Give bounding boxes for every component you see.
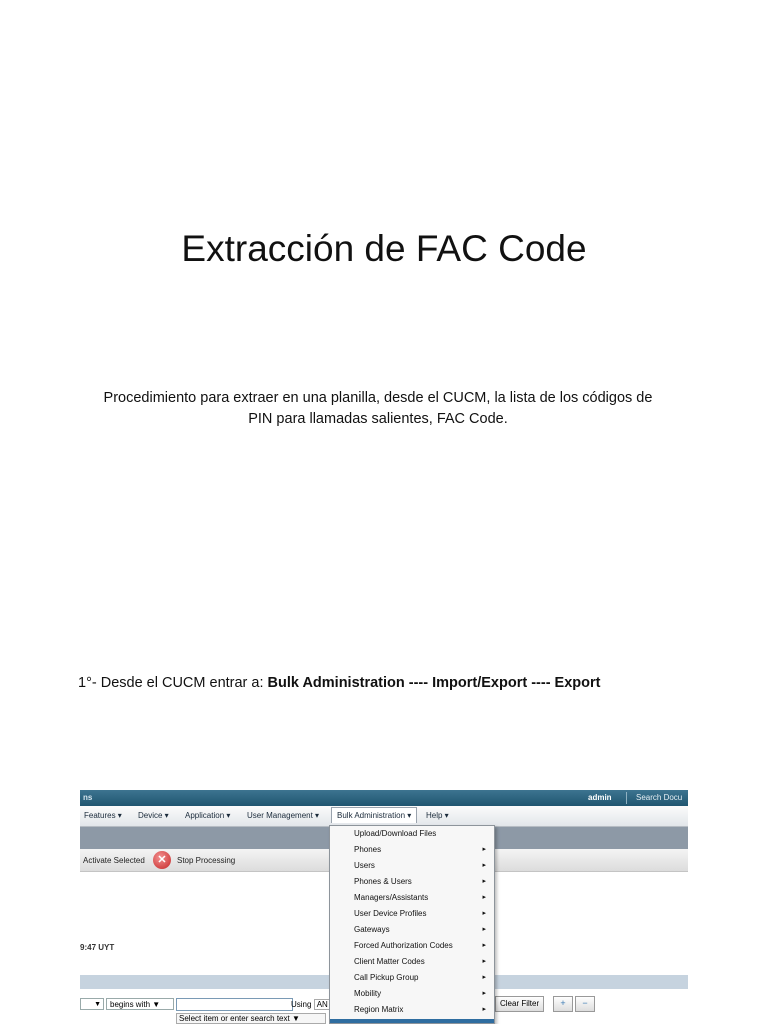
submenu-arrow-icon: ▸ xyxy=(482,910,486,917)
menu-item-managers-assistants[interactable] xyxy=(330,890,494,906)
menu-features[interactable]: Features ▾ xyxy=(84,811,122,820)
menu-bulk-administration[interactable]: Bulk Administration ▾ xyxy=(331,807,417,823)
menu-item-user-device-profiles[interactable] xyxy=(330,906,494,922)
bulk-admin-dropdown xyxy=(329,825,495,1024)
menu-item-label: Gateways xyxy=(354,925,390,934)
search-docs-link[interactable]: Search Docu xyxy=(636,793,683,802)
slide-subtitle: Procedimiento para extraer en una planilla, desde el CUCM, la lista de los códigos de PIN para llamadas salientes, FAC Code. xyxy=(103,390,653,427)
cucm-screenshot xyxy=(80,790,688,1024)
submenu-arrow-icon: ▸ xyxy=(482,878,486,885)
search-hint-select[interactable]: Select item or enter search text ▼ xyxy=(176,1013,326,1024)
add-filter-button[interactable]: + xyxy=(553,996,573,1012)
highlighted-item-bar xyxy=(330,1019,494,1023)
using-select[interactable]: AN xyxy=(314,999,331,1010)
menu-item-region-matrix[interactable] xyxy=(330,1002,494,1018)
user-name[interactable]: admin xyxy=(588,793,612,802)
submenu-arrow-icon: ▸ xyxy=(482,958,486,965)
menu-item-gateways[interactable] xyxy=(330,922,494,938)
submenu-arrow-icon: ▸ xyxy=(482,974,486,981)
menu-item-label: Managers/Assistants xyxy=(354,893,429,902)
step-prefix: 1°- Desde el CUCM entrar a: xyxy=(78,675,268,691)
menu-device[interactable]: Device ▾ xyxy=(138,811,169,820)
menu-item-label: Phones xyxy=(354,845,382,854)
menu-item-label: Client Matter Codes xyxy=(354,957,425,966)
slide-title: Extracción de FAC Code xyxy=(181,228,587,269)
stop-processing-button[interactable]: Stop Processing xyxy=(177,856,236,865)
menu-application[interactable]: Application ▾ xyxy=(185,811,231,820)
server-time: 9:47 UYT xyxy=(80,943,115,952)
using-label xyxy=(291,1000,331,1009)
menu-item-upload-download[interactable] xyxy=(330,826,494,842)
menu-user-management[interactable]: User Management ▾ xyxy=(247,811,320,820)
operator-select[interactable]: begins with ▼ xyxy=(106,998,174,1010)
menu-help[interactable]: Help ▾ xyxy=(426,811,449,820)
menu-bar xyxy=(80,806,688,827)
submenu-arrow-icon: ▸ xyxy=(482,942,486,949)
menu-item-label: Region Matrix xyxy=(354,1005,404,1014)
menu-item-label: User Device Profiles xyxy=(354,909,427,918)
submenu-arrow-icon: ▸ xyxy=(482,846,486,853)
header-left-text: ns xyxy=(83,793,93,802)
submenu-arrow-icon: ▸ xyxy=(482,1006,486,1013)
step-instruction xyxy=(78,675,600,691)
header-separator xyxy=(626,792,627,804)
header-bar xyxy=(80,790,688,806)
menu-item-label: Forced Authorization Codes xyxy=(354,941,453,950)
submenu-arrow-icon: ▸ xyxy=(482,990,486,997)
remove-filter-button[interactable]: − xyxy=(575,996,595,1012)
menu-item-phones-users[interactable] xyxy=(330,874,494,890)
clear-filter-button[interactable]: Clear Filter xyxy=(495,996,544,1012)
menu-item-phones[interactable] xyxy=(330,842,494,858)
menu-item-label: Call Pickup Group xyxy=(354,973,419,982)
field-select[interactable]: ▼ xyxy=(80,998,104,1010)
using-text: Using xyxy=(291,1000,312,1009)
step-path: Bulk Administration ---- Import/Export ---- Export xyxy=(267,675,601,691)
submenu-arrow-icon: ▸ xyxy=(482,894,486,901)
activate-selected-button[interactable]: Activate Selected xyxy=(83,856,145,865)
submenu-arrow-icon: ▸ xyxy=(482,862,486,869)
x-circle-icon[interactable]: ✕ xyxy=(153,851,171,869)
menu-item-client-matter-codes[interactable] xyxy=(330,954,494,970)
menu-item-label: Upload/Download Files xyxy=(354,829,437,838)
submenu-arrow-icon: ▸ xyxy=(482,926,486,933)
menu-item-mobility[interactable] xyxy=(330,986,494,1002)
menu-item-label: Phones & Users xyxy=(354,877,412,886)
menu-item-users[interactable] xyxy=(330,858,494,874)
menu-item-label: Users xyxy=(354,861,375,870)
menu-item-label: Mobility xyxy=(354,989,382,998)
menu-item-call-pickup-group[interactable] xyxy=(330,970,494,986)
menu-item-forced-authorization-codes[interactable] xyxy=(330,938,494,954)
search-input[interactable] xyxy=(176,998,293,1011)
